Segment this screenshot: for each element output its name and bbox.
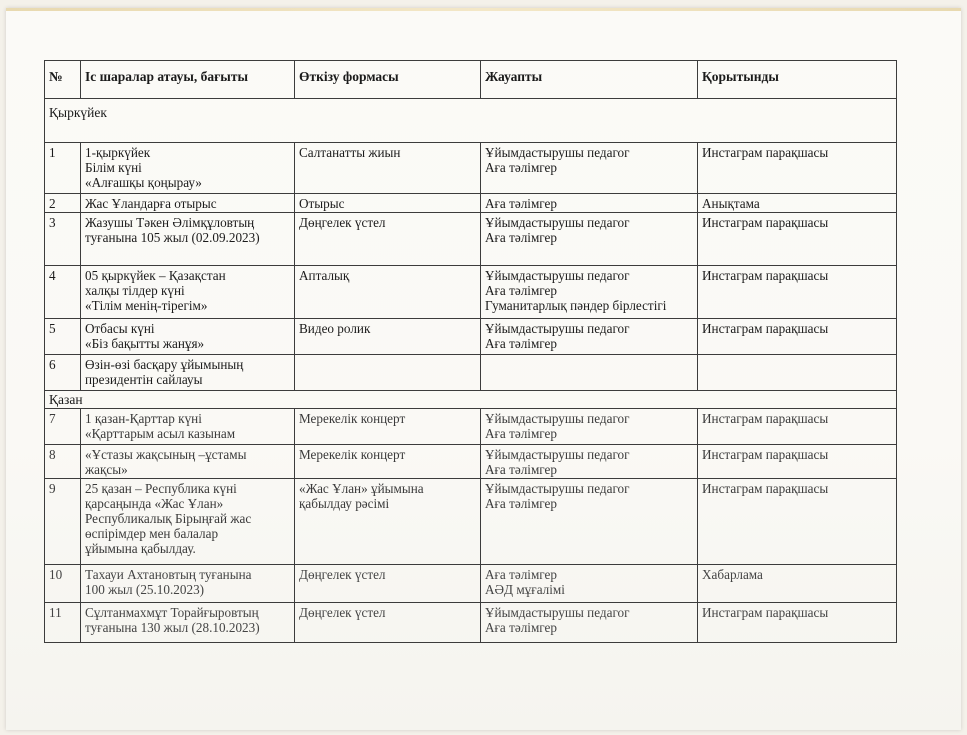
event-form-cell: Мерекелік концерт <box>295 445 481 479</box>
month-label-october: Қазан <box>45 391 897 409</box>
responsible-cell <box>481 319 698 355</box>
responsible-cell <box>481 266 698 319</box>
responsible-cell-line: Аға тәлімгер <box>485 336 557 351</box>
event-name-cell-line: Отбасы күні <box>85 321 155 336</box>
month-row-september <box>45 99 897 143</box>
responsible-cell-line: Ұйымдастырушы педагог <box>485 411 630 426</box>
table-header-row <box>45 61 897 99</box>
event-name-cell-line: туғанына 105 жыл (02.09.2023) <box>85 230 260 245</box>
event-name-cell <box>81 355 295 391</box>
responsible-cell-line: Ұйымдастырушы педагог <box>485 481 630 496</box>
responsible-cell <box>481 479 698 565</box>
row-number: 6 <box>45 355 81 391</box>
event-name-cell-line: Республикалық Бірыңғай жас <box>85 511 252 526</box>
table-row <box>45 603 897 643</box>
event-name-cell-line: Өзін-өзі басқару ұйымының <box>85 357 244 372</box>
event-form-cell: Мерекелік концерт <box>295 409 481 445</box>
event-name-cell-line: «Біз бақытты жанұя» <box>85 336 205 351</box>
event-form-cell: Апталық <box>295 266 481 319</box>
table-row <box>45 409 897 445</box>
header-responsible: Жауапты <box>481 61 698 99</box>
event-name-cell-line: Сұлтанмахмұт Торайғыровтың <box>85 605 259 620</box>
month-row-october <box>45 391 897 409</box>
result-cell: Инстаграм парақшасы <box>698 445 897 479</box>
event-name-cell-line: Тахауи Ахтановтың туғанына <box>85 567 252 582</box>
result-cell: Инстаграм парақшасы <box>698 319 897 355</box>
event-name-cell <box>81 194 295 213</box>
event-name-cell-line: 25 қазан – Республика күні <box>85 481 237 496</box>
event-form-cell-line: «Жас Ұлан» ұйымына <box>299 481 424 496</box>
responsible-cell-line: Гуманитарлық пәндер бірлестігі <box>485 298 667 313</box>
result-cell: Хабарлама <box>698 565 897 603</box>
responsible-cell-line: Аға тәлімгер <box>485 567 557 582</box>
header-result: Қорытынды <box>698 61 897 99</box>
header-event-name: Іс шаралар атауы, бағыты <box>81 61 295 99</box>
event-name-cell-line: туғанына 130 жыл (28.10.2023) <box>85 620 260 635</box>
event-name-cell-line: 1-қыркүйек <box>85 145 151 160</box>
event-name-cell-line: Білім күні <box>85 160 142 175</box>
event-name-cell-line: ұйымына қабылдау. <box>85 541 196 556</box>
responsible-cell-line: Аға тәлімгер <box>485 426 557 441</box>
result-cell: Инстаграм парақшасы <box>698 479 897 565</box>
row-number: 2 <box>45 194 81 213</box>
responsible-cell <box>481 355 698 391</box>
responsible-cell-line: Аға тәлімгер <box>485 283 557 298</box>
result-cell: Инстаграм парақшасы <box>698 409 897 445</box>
row-number: 3 <box>45 213 81 266</box>
table-body <box>45 99 897 643</box>
event-form-cell: Дөңгелек үстел <box>295 565 481 603</box>
responsible-cell-line: Ұйымдастырушы педагог <box>485 605 630 620</box>
responsible-cell <box>481 445 698 479</box>
event-form-cell: Дөңгелек үстел <box>295 213 481 266</box>
responsible-cell <box>481 603 698 643</box>
result-cell: Инстаграм парақшасы <box>698 213 897 266</box>
event-name-cell-line: «Алғашқы қоңырау» <box>85 175 202 190</box>
responsible-cell-line: Аға тәлімгер <box>485 496 557 511</box>
document-page <box>6 8 961 730</box>
event-form-cell <box>295 479 481 565</box>
result-cell: Инстаграм парақшасы <box>698 266 897 319</box>
row-number: 9 <box>45 479 81 565</box>
row-number: 4 <box>45 266 81 319</box>
event-form-cell: Видео ролик <box>295 319 481 355</box>
event-name-cell-line: Жас Ұландарға отырыс <box>85 196 217 211</box>
event-name-cell <box>81 213 295 266</box>
event-form-cell: Отырыс <box>295 194 481 213</box>
row-number: 7 <box>45 409 81 445</box>
header-form: Өткізу формасы <box>295 61 481 99</box>
responsible-cell-line: Аға тәлімгер <box>485 196 557 211</box>
row-number: 5 <box>45 319 81 355</box>
table-row <box>45 479 897 565</box>
table-row <box>45 194 897 213</box>
event-name-cell-line: жақсы» <box>85 462 128 477</box>
result-cell: Инстаграм парақшасы <box>698 143 897 194</box>
row-number: 11 <box>45 603 81 643</box>
responsible-cell-line: Аға тәлімгер <box>485 160 557 175</box>
responsible-cell-line: Ұйымдастырушы педагог <box>485 215 630 230</box>
event-name-cell-line: халқы тілдер күні <box>85 283 185 298</box>
event-name-cell <box>81 445 295 479</box>
table-row <box>45 213 897 266</box>
result-cell <box>698 355 897 391</box>
event-form-cell <box>295 355 481 391</box>
event-form-cell: Салтанатты жиын <box>295 143 481 194</box>
event-name-cell-line: Жазушы Тәкен Әлімқұловтың <box>85 215 255 230</box>
event-name-cell-line: қарсаңында «Жас Ұлан» <box>85 496 224 511</box>
event-name-cell <box>81 409 295 445</box>
responsible-cell-line: Ұйымдастырушы педагог <box>485 321 630 336</box>
table-row <box>45 565 897 603</box>
row-number: 8 <box>45 445 81 479</box>
event-name-cell <box>81 479 295 565</box>
table-row <box>45 143 897 194</box>
responsible-cell <box>481 565 698 603</box>
table-row <box>45 319 897 355</box>
table-row <box>45 355 897 391</box>
responsible-cell <box>481 194 698 213</box>
event-name-cell <box>81 266 295 319</box>
table-row <box>45 266 897 319</box>
result-cell: Анықтама <box>698 194 897 213</box>
responsible-cell-line: Аға тәлімгер <box>485 462 557 477</box>
month-label-september: Қыркүйек <box>45 99 897 143</box>
event-plan-table <box>44 60 897 643</box>
responsible-cell-line: Ұйымдастырушы педагог <box>485 268 630 283</box>
row-number: 10 <box>45 565 81 603</box>
responsible-cell <box>481 213 698 266</box>
result-cell: Инстаграм парақшасы <box>698 603 897 643</box>
responsible-cell <box>481 409 698 445</box>
responsible-cell <box>481 143 698 194</box>
event-name-cell-line: өспірімдер мен балалар <box>85 526 219 541</box>
responsible-cell-line: Аға тәлімгер <box>485 230 557 245</box>
row-number: 1 <box>45 143 81 194</box>
header-number: № <box>45 61 81 99</box>
event-name-cell-line: «Ұстазы жақсының –ұстамы <box>85 447 247 462</box>
event-form-cell: Дөңгелек үстел <box>295 603 481 643</box>
event-name-cell-line: «Тілім менің-тірегім» <box>85 298 208 313</box>
table-row <box>45 445 897 479</box>
event-form-cell-line: қабылдау рәсімі <box>299 496 390 511</box>
event-name-cell-line: 100 жыл (25.10.2023) <box>85 582 205 597</box>
event-name-cell-line: «Қарттарым асыл казынам <box>85 426 236 441</box>
event-name-cell-line: 05 қыркүйек – Қазақстан <box>85 268 226 283</box>
event-name-cell <box>81 603 295 643</box>
responsible-cell-line: Ұйымдастырушы педагог <box>485 145 630 160</box>
responsible-cell-line: Аға тәлімгер <box>485 620 557 635</box>
event-name-cell-line: 1 қазан-Қарттар күні <box>85 411 202 426</box>
event-name-cell <box>81 319 295 355</box>
responsible-cell-line: АӘД мұғалімі <box>485 582 565 597</box>
event-name-cell <box>81 143 295 194</box>
event-name-cell <box>81 565 295 603</box>
event-name-cell-line: президентін сайлауы <box>85 372 203 387</box>
responsible-cell-line: Ұйымдастырушы педагог <box>485 447 630 462</box>
